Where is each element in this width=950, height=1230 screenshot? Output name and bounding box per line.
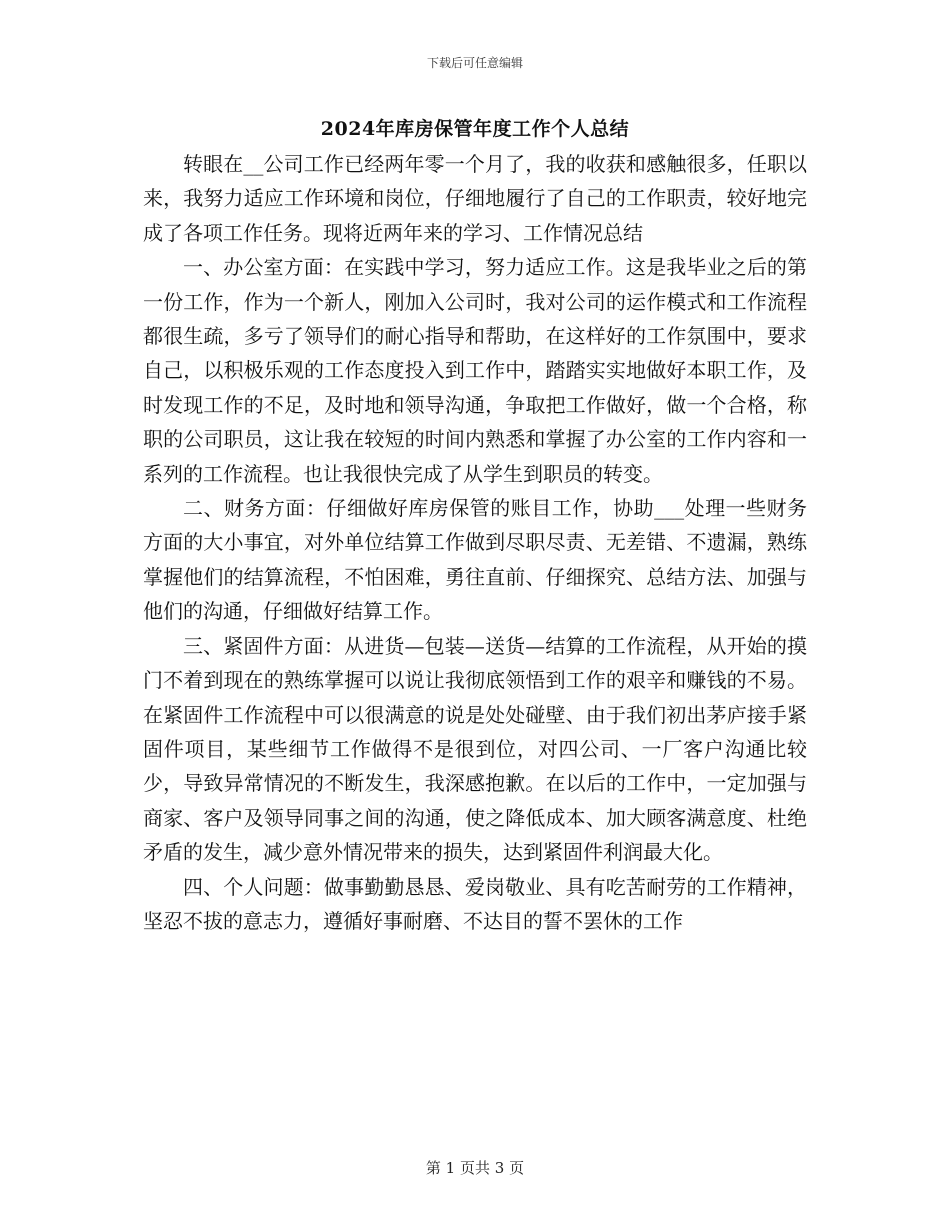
document-body bbox=[143, 147, 807, 938]
paragraph-intro: 转眼在__公司工作已经两年零一个月了，我的收获和感触很多，任职以来，我努力适应工作环境和岗位，仔细地履行了自己的工作职责，较好地完成了各项工作任务。现将近两年来的学习、工作情况总结 bbox=[143, 152, 807, 245]
paragraph-finance: 二、财务方面：仔细做好库房保管的账目工作，协助___处理一些财务方面的大小事宜，对外单位结算工作做到尽职尽责、无差错、不遗漏，熟练掌握他们的结算流程，不怕困难，勇往直前、仔细探究、总结方法、加强与他们的沟通，仔细做好结算工作。 bbox=[143, 496, 807, 624]
document-title: 2024年库房保管年度工作个人总结 bbox=[320, 118, 630, 140]
paragraph-fasteners: 三、紧固件方面：从进货—包装—送货—结算的工作流程，从开始的摸门不着到现在的熟练掌握可以说让我彻底领悟到工作的艰辛和赚钱的不易。在紧固件工作流程中可以很满意的说是处处碰壁、由于我们初出茅庐接手紧固件项目，某些细节工作做得不是很到位，对四公司、一厂客户沟通比较少，导致异常情况的不断发生，我深感抱歉。在以后的工作中，一定加强与商家、客户及领导同事之间的沟通，使之降低成本、加大顾客满意度、杜绝矛盾的发生，减少意外情况带来的损失，达到紧固件利润最大化。 bbox=[143, 633, 807, 865]
page-header-note: 下载后可任意编辑 bbox=[426, 56, 523, 70]
page-number: 第 1 页共 3 页 bbox=[425, 1159, 525, 1177]
paragraph-personal: 四、个人问题：做事勤勤恳恳、爱岗敬业、具有吃苦耐劳的工作精神，坚忍不拔的意志力，遵循好事耐磨、不达目的誓不罢休的工作 bbox=[143, 874, 807, 933]
paragraph-office: 一、办公室方面：在实践中学习，努力适应工作。这是我毕业之后的第一份工作，作为一个新人，刚加入公司时，我对公司的运作模式和工作流程都很生疏，多亏了领导们的耐心指导和帮助，在这样好的工作氛围中，要求自己，以积极乐观的工作态度投入到工作中，踏踏实实地做好本职工作，及时发现工作的不足，及时地和领导沟通，争取把工作做好，做一个合格，称职的公司职员，这让我在较短的时间内熟悉和掌握了办公室的工作内容和一系列的工作流程。也让我很快完成了从学生到职员的转变。 bbox=[143, 255, 807, 486]
